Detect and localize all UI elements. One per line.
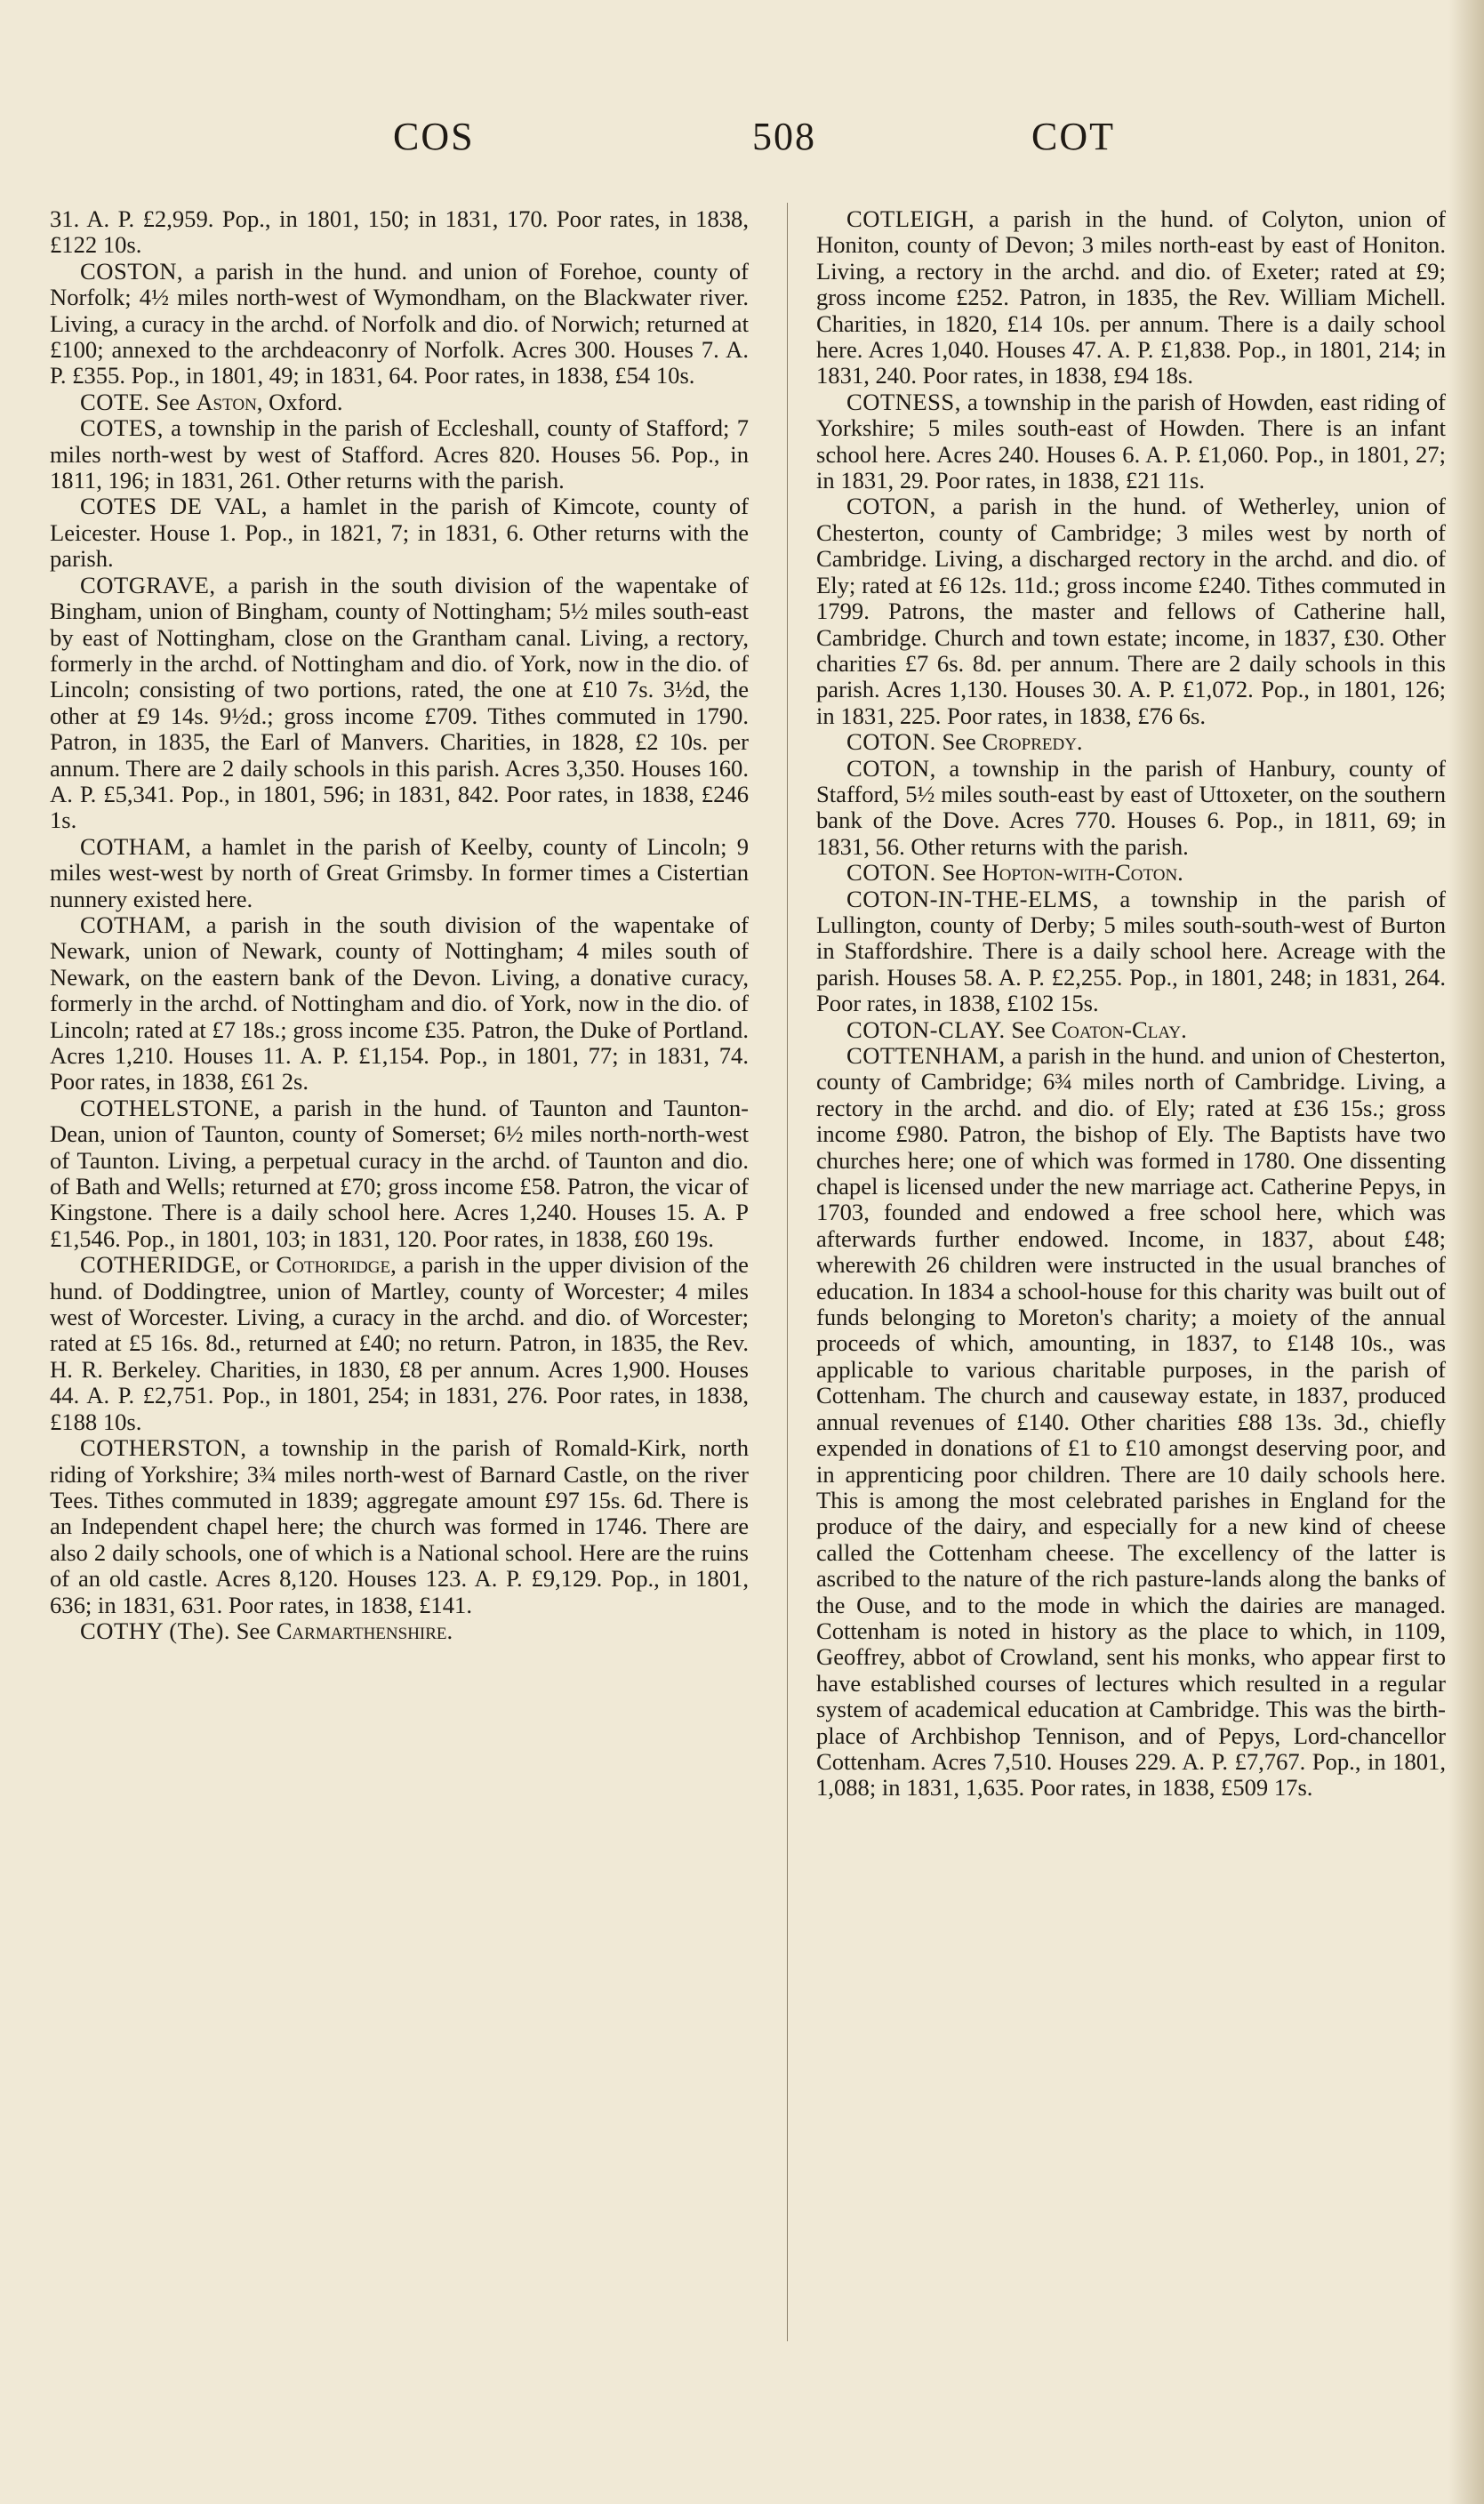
entry-tail: , Oxford. [256, 388, 343, 415]
entry-tail: . [1076, 728, 1083, 756]
entry-headword: COTHERIDGE, [80, 1251, 243, 1279]
entry-headword: COTTENHAM, [846, 1042, 1006, 1069]
gazetteer-entry [50, 1096, 749, 1252]
entry-text: a township in the parish of Hanbury, county of Stafford, 5½ miles south-east by east of Uttoxeter, on the southern bank of the Dove. Acres 770. Houses 6. Pop., in 1811, 69; in 1831, 56. Other returns with the parish. [816, 754, 1446, 860]
entry-headword: COTHELSTONE, [80, 1094, 261, 1121]
gazetteer-entry [816, 494, 1446, 729]
entry-text: See [1011, 1015, 1046, 1043]
entry-text: See [156, 388, 190, 415]
entry-text: a hamlet in the parish of Kimcote, county of Leicester. House 1. Pop., in 1821, 7; in 1831, 6. Other returns with the parish. [50, 493, 749, 573]
page-number: 508 [752, 115, 816, 158]
cross-reference: Cothoridge [276, 1251, 391, 1279]
gazetteer-entry [816, 756, 1446, 861]
entry-text: a parish in the south division of the wapentake of Newark, union of Newark, county of Nottingham; 4 miles south of Newark, on the eastern bank of the Devon. Living, a donative curacy, formerly in the archd. of Nottingham and dio. of York, now in the dio. of Lincoln; rated at £7 18s.; gross income £35. Patron, the Duke of Portland. Acres 1,210. Houses 11. A. P. £1,154. Pop., in 1801, 77; in 1831, 74. Poor rates, in 1838, £61 2s. [50, 911, 749, 1096]
entry-tail: , a parish in the upper division of the hund. of Doddingtree, union of Martley, county of Worcester; 4 miles west of Worcester. Living, a curacy in the archd. and dio. of Worcester; rated at £5 16s. 8d., returned at £40; no return. Patron, in 1835, the Rev. H. R. Berkeley. Charities, in 1830, £8 per annum. Acres 1,900. Houses 44. A. P. £2,751. Pop., in 1801, 254; in 1831, 276. Poor rates, in 1838, £188 10s. [50, 1251, 749, 1435]
entry-headword: COTON. [846, 728, 936, 756]
entry-headword: COTHAM, [80, 832, 192, 860]
entry-headword: COTES DE VAL, [80, 493, 269, 520]
entry-headword: COTON-IN-THE-ELMS, [846, 885, 1100, 912]
entry-text: a parish in the south division of the wapentake of Bingham, union of Bingham, county of Nottingham; 5½ miles south-east by east of Nottingham, close on the Grantham canal. Living, a rectory, formerly in the archd. of Nottingham and dio. of York, now in the dio. of Lincoln; consisting of two portions, rated, the one at £10 7s. 3½d, the other at £9 14s. 9½d.; gross income £709. Tithes commuted in 1790. Patron, in 1835, the Earl of Manvers. Charities, in 1828, £2 10s. per annum. There are 2 daily schools in this parish. Acres 3,350. Houses 160. A. P. £5,341. Pop., in 1801, 596; in 1831, 842. Poor rates, in 1838, £246 1s. [50, 571, 749, 834]
left-column [50, 206, 749, 1644]
entry-headword: COTHY (The). [80, 1617, 230, 1644]
gazetteer-entry [50, 1618, 749, 1644]
entry-headword: COTES, [80, 414, 164, 442]
entry-text: a hamlet in the parish of Keelby, county of Lincoln; 9 miles west-west by north of Great Grimsby. In former times a Cistertian nunnery existed here. [50, 832, 749, 912]
entry-headword: COTGRAVE, [80, 571, 216, 598]
entry-text: a parish in the hund. and union of Chesterton, county of Cambridge; 6¾ miles north of Cambridge. Living, a rectory in the archd. and dio. of Ely; rated at £36 15s.; gross income £980. Patron, the bishop of Ely. The Baptists have two churches here; one of which was formed in 1780. One dissenting chapel is licensed under the new marriage act. Catherine Pepys, in 1703, founded and endowed a free school here, which was afterwards further endowed. Income, in 1837, about £48; wherewith 26 children were instructed in the usual branches of education. In 1834 a school-house for this charity was built out of funds belonging to Moreton's charity; a moiety of the annual proceeds of which, amounting, in 1837, to £148 10s., was applicable to various charitable purposes, in the parish of Cottenham. The church and causeway estate, in 1837, produced annual revenues of £140. Other charities £88 13s. 3d., chiefly expended in donations of £1 to £10 amongst deserving poor, and in apprenticing poor children. There are 10 daily schools here. This is among the most celebrated parishes in England for the produce of the dairy, and especially for a new kind of cheese called the Cottenham cheese. The excellency of the latter is ascribed to the nature of the rich pasture-lands along the banks of the Ouse, and to the mode in which the dairies are managed. Cottenham is noted in history as the place to which, in 1109, Geoffrey, abbot of Crowland, sent his monks, who appear first to have established courses of lectures which resulted in a regular system of academical education at Cambridge. This was the birth-place of Archbishop Tennison, and of Pepys, Lord-chancellor Cottenham. Acres 7,510. Houses 229. A. P. £7,767. Pop., in 1801, 1,088; in 1831, 1,635. Poor rates, in 1838, £509 17s. [816, 1042, 1446, 1802]
gazetteer-entry [816, 1043, 1446, 1802]
entry-headword: COTON-CLAY. [846, 1015, 1006, 1043]
gazetteer-entry [816, 389, 1446, 494]
entry-text: See [942, 859, 976, 887]
cross-reference: Aston [196, 388, 257, 415]
entry-headword: COTON. [846, 859, 936, 887]
entry-text: a parish in the hund. of Colyton, union of Honiton, county of Devon; 3 miles north-east by east of Honiton. Living, a rectory in the archd. and dio. of Exeter; rated at £9; gross income £252. Patron, in 1835, the Rev. William Michell. Charities, in 1820, £14 10s. per annum. There is a daily school here. Acres 1,040. Houses 47. A. P. £1,838. Pop., in 1801, 214; in 1831, 240. Poor rates, in 1838, £94 18s. [816, 205, 1446, 389]
entry-headword: COTON, [846, 493, 936, 520]
entry-text: a parish in the hund. and union of Forehoe, county of Norfolk; 4½ miles north-west of Wymondham, on the Blackwater river. Living, a curacy in the archd. of Norfolk and dio. of Norwich; returned at £100; annexed to the archdeaconry of Norfolk. Acres 300. Houses 7. A. P. £355. Pop., in 1801, 49; in 1831, 64. Poor rates, in 1838, £54 10s. [50, 257, 749, 389]
cross-reference: Carmarthenshire [276, 1617, 447, 1644]
entry-headword: COSTON, [80, 257, 184, 285]
gazetteer-entry [50, 1435, 749, 1618]
running-head-left: COS [393, 115, 475, 158]
entry-text: or [249, 1251, 269, 1279]
cross-reference: Cropredy [982, 728, 1077, 756]
page-binding-shadow [1448, 0, 1484, 2504]
entry-headword: COTHERSTON, [80, 1434, 247, 1462]
gazetteer-entry [816, 729, 1446, 755]
entry-headword: COTE. [80, 388, 150, 415]
entry-headword: COTNESS, [846, 388, 961, 415]
entry-text: a township in the parish of Howden, east riding of Yorkshire; 5 miles south-east of Howden. There is an infant school here. Acres 240. Houses 6. A. P. £1,060. Pop., in 1801, 27; in 1831, 29. Poor rates, in 1838, £21 11s. [816, 388, 1446, 494]
gazetteer-entry [50, 494, 749, 572]
gazetteer-entry [50, 259, 749, 389]
gazetteer-entry [816, 860, 1446, 886]
running-head-right: COT [1031, 115, 1115, 158]
cross-reference: Coaton-Clay [1051, 1015, 1182, 1043]
gazetteer-entry [816, 206, 1446, 389]
gazetteer-entry [50, 389, 749, 415]
entry-headword: COTHAM, [80, 911, 192, 938]
right-column [816, 206, 1446, 1802]
entry-text: a township in the parish of Eccleshall, county of Stafford; 7 miles north-west by west of Stafford. Acres 820. Houses 56. Pop., in 1811, 196; in 1831, 261. Other returns with the parish. [50, 414, 749, 494]
gazetteer-entry [50, 1252, 749, 1435]
entry-text: a parish in the hund. of Taunton and Taunton-Dean, union of Taunton, county of Somerset; 6½ miles north-north-west of Taunton. Living, a perpetual curacy in the archd. of Taunton and dio. of Bath and Wells; returned at £70; gross income £58. Patron, the vicar of Kingstone. There is a daily school here. Acres 1,240. Houses 15. A. P £1,546. Pop., in 1801, 103; in 1831, 120. Poor rates, in 1838, £60 19s. [50, 1094, 749, 1252]
entry-text: See [942, 728, 976, 756]
entry-tail: . [1177, 859, 1183, 887]
gazetteer-entry [816, 1017, 1446, 1043]
gazetteer-entry [50, 573, 749, 834]
entry-text: a township in the parish of Romald-Kirk, north riding of Yorkshire; 3¾ miles north-west of Barnard Castle, on the river Tees. Tithes commuted in 1839; aggregate amount £97 15s. 6d. There is an Independent chapel here; the church was formed in 1746. There are also 2 daily schools, one of which is a National school. Here are the ruins of an old castle. Acres 8,120. Houses 123. A. P. £9,129. Pop., in 1801, 636; in 1831, 631. Poor rates, in 1838, £141. [50, 1434, 749, 1618]
cross-reference: Hopton-with-Coton [982, 859, 1178, 887]
gazetteer-entry [50, 834, 749, 912]
column-divider [787, 203, 788, 2341]
entry-text: 31. A. P. £2,959. Pop., in 1801, 150; in 1831, 170. Poor rates, in 1838, £122 10s. [50, 205, 749, 259]
running-head [0, 114, 1484, 167]
entry-headword: COTLEIGH, [846, 205, 975, 232]
entry-tail: . [1181, 1015, 1187, 1043]
gazetteer-entry [50, 415, 749, 494]
gazetteer-entry [50, 912, 749, 1096]
entry-text: a township in the parish of Lullington, county of Derby; 5 miles south-south-west of Burton in Staffordshire. There is a daily school here. Acreage with the parish. Houses 58. A. P. £2,255. Pop., in 1801, 248; in 1831, 264. Poor rates, in 1838, £102 15s. [816, 885, 1446, 1017]
gazetteer-entry [50, 206, 749, 259]
entry-text: a parish in the hund. of Wetherley, union of Chesterton, county of Cambridge; 3 miles west by north of Cambridge. Living, a discharged rectory in the archd. and dio. of Ely; rated at £6 12s. 11d.; gross income £240. Tithes commuted in 1799. Patrons, the master and fellows of Catherine hall, Cambridge. Church and town estate; income, in 1837, £30. Other charities £7 6s. 8d. per annum. There are 2 daily schools in this parish. Acres 1,130. Houses 30. A. P. £1,072. Pop., in 1801, 126; in 1831, 225. Poor rates, in 1838, £76 6s. [816, 493, 1446, 729]
entry-text: See [236, 1617, 271, 1644]
gazetteer-entry [816, 887, 1446, 1017]
entry-tail: . [446, 1617, 453, 1644]
entry-headword: COTON, [846, 754, 936, 782]
